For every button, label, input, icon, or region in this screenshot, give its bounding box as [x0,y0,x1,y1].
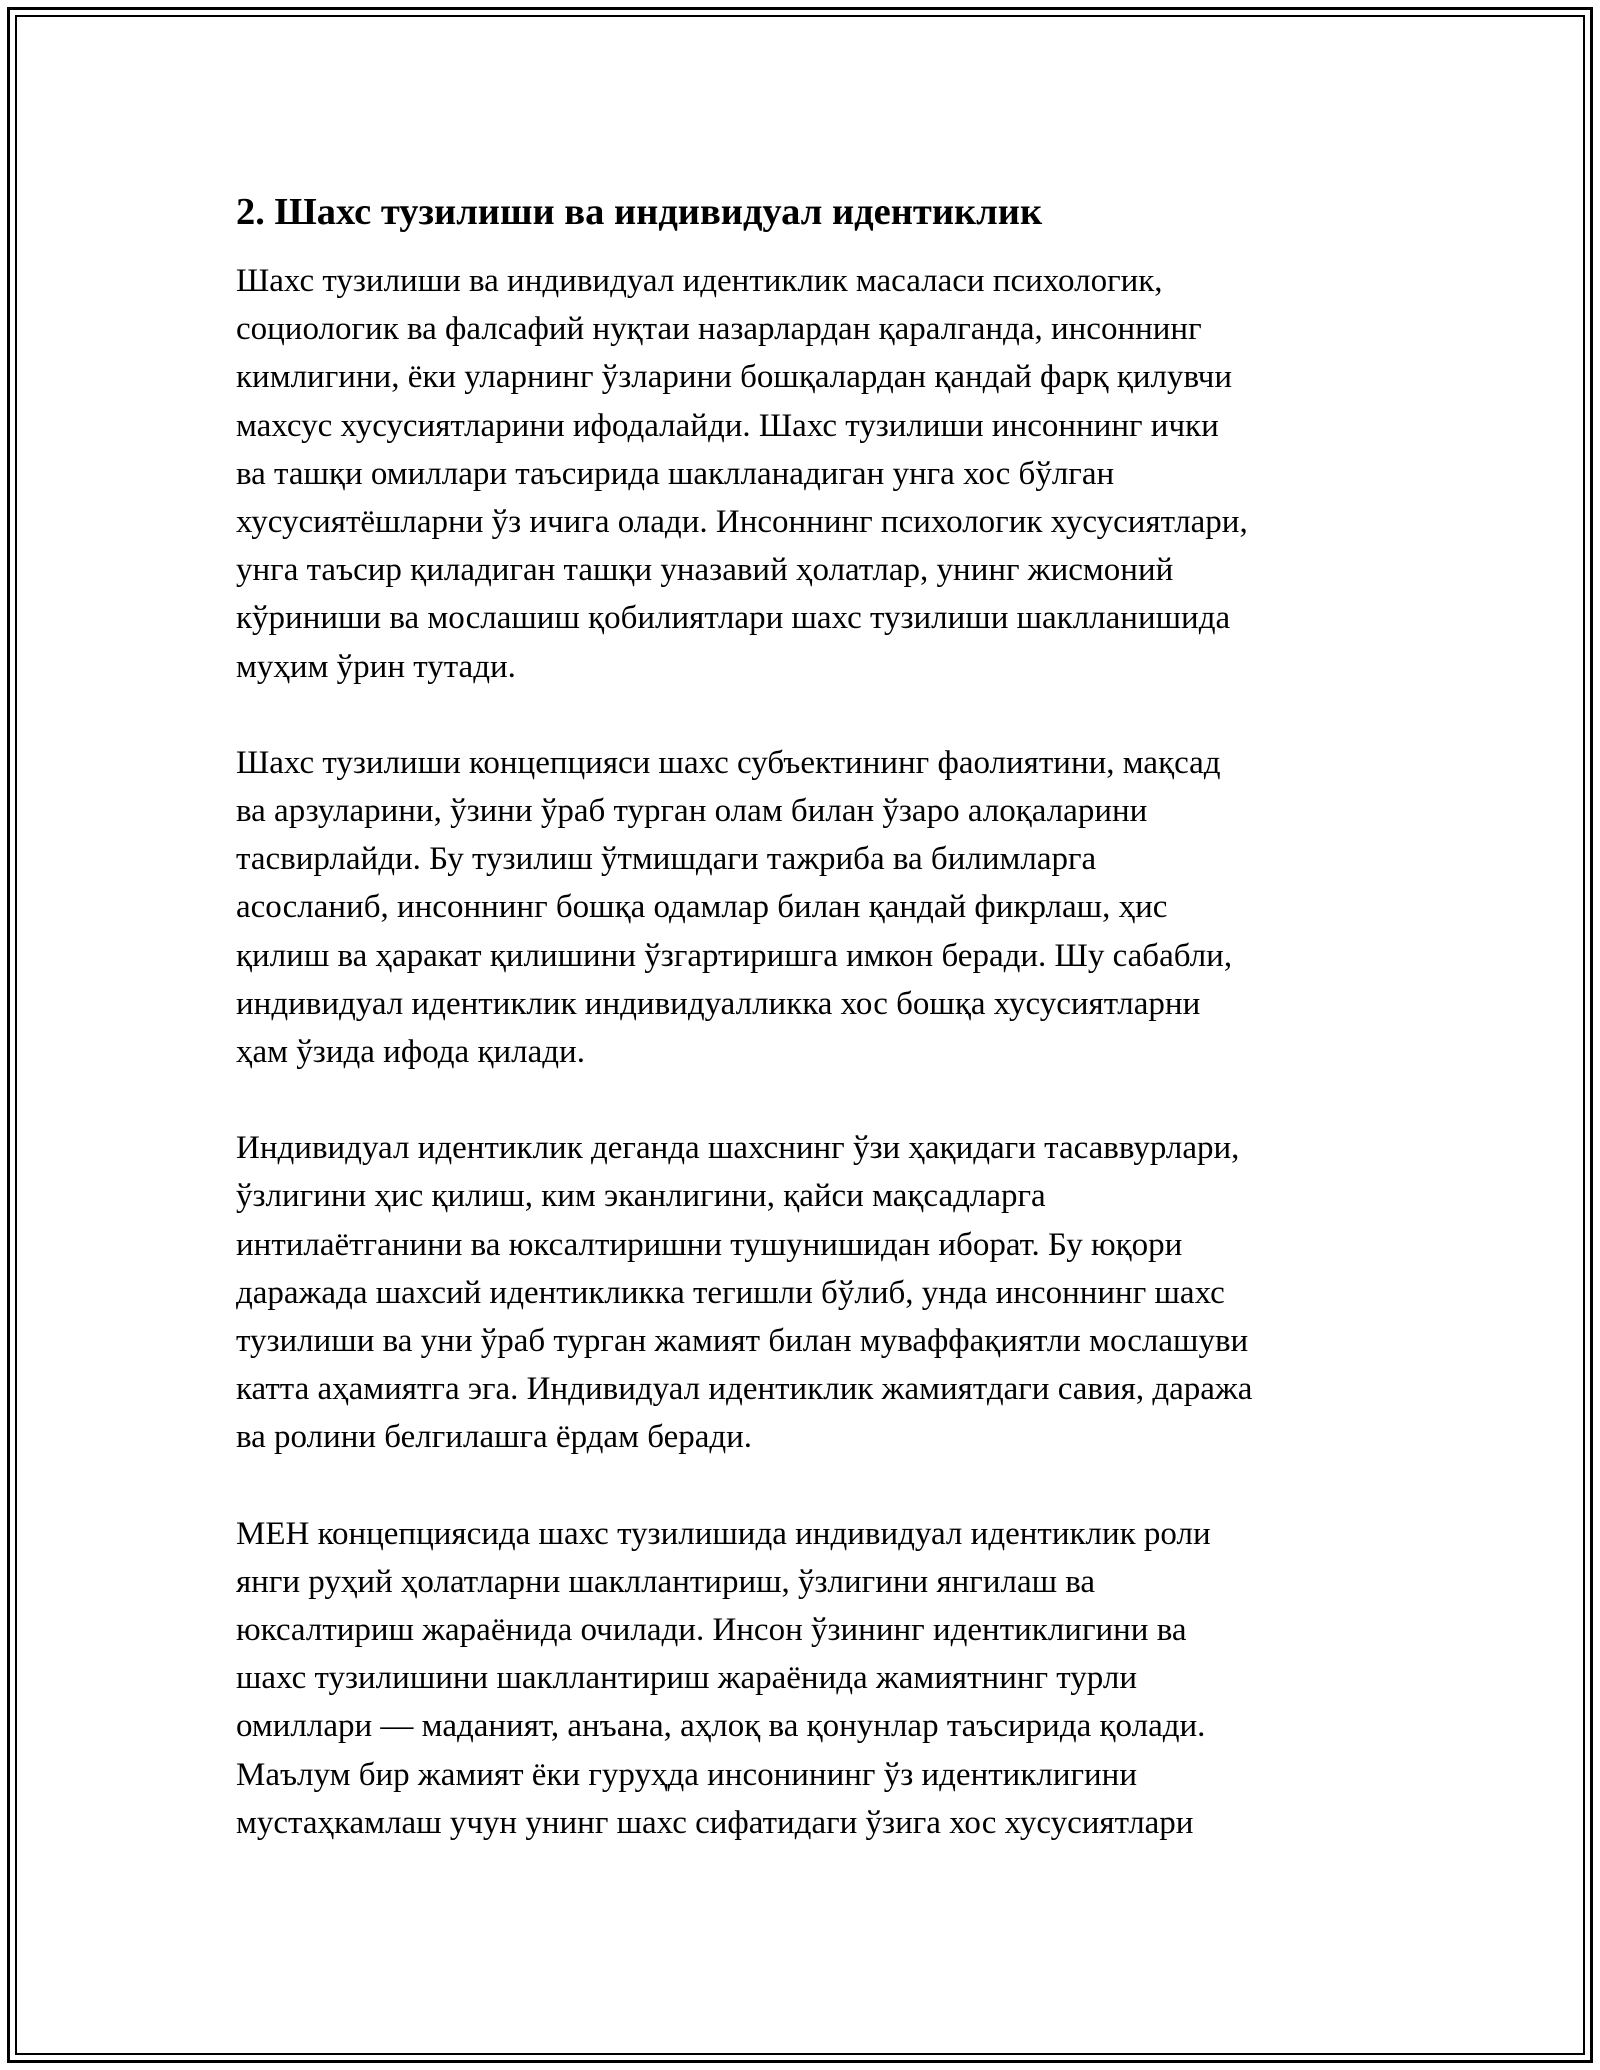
text-line: ва ташқи омиллари таъсирида шаклланадиган унга хос бўлган [236,455,1115,492]
text-line: юксалтириш жараёнида очилади. Инсон ўзининг идентиклигини ва [236,1612,1187,1649]
text-line: тузилиши ва уни ўраб турган жамият билан муваффақиятли мослашуви [236,1323,1249,1360]
text-line: социологик ва фалсафий нуқтаи назарлардан қаралганда, инсоннинг [236,311,1202,348]
text-line: мустаҳкамлаш учун унинг шахс сифатидаги ўзига хос хусусиятлари [236,1804,1194,1841]
text-line: янги руҳий ҳолатларни шакллантириш, ўзлигини янгилаш ва [236,1563,1096,1600]
text-line: интилаётганини ва юксалтиришни тушунишидан иборат. Бу юқори [236,1226,1183,1263]
text-line: унга таъсир қиладиган ташқи уназавий ҳолатлар, унинг жисмоний [236,552,1174,589]
paragraph-1 [236,257,1381,691]
text-line: МЕН концепциясида шахс тузилишида индивидуал идентиклик роли [236,1515,1211,1552]
text-line: даражада шахсий идентикликка тегишли бўлиб, унда инсоннинг шахс [236,1274,1225,1311]
document-body [236,188,1381,1895]
paragraph-3 [236,1124,1381,1461]
text-line: тасвирлайди. Бу тузилиш ўтмишдаги тажриба ва билимларга [236,841,1097,878]
text-line: шахс тузилишини шакллантириш жараёнида жамиятнинг турли [236,1660,1137,1697]
text-line: муҳим ўрин тутади. [236,648,516,685]
text-line: махсус хусусиятларини ифодалайди. Шахс тузилиши инсоннинг ички [236,407,1219,444]
text-line: индивидуал идентиклик индивидуалликка хос бошқа хусусиятларни [236,985,1201,1022]
text-line: ўзлигини ҳис қилиш, ким эканлигини, қайси мақсадларга [236,1178,1046,1215]
text-line: кўриниши ва мослашиш қобилиятлари шахс тузилиши шаклланишида [236,600,1231,637]
text-line: хусусиятёшларни ўз ичига олади. Инсоннинг психологик хусусиятлари, [236,504,1248,541]
text-line: ҳам ўзида ифода қилади. [236,1034,585,1071]
text-line: ва арзуларини, ўзини ўраб турган олам билан ўзаро алоқаларини [236,793,1148,830]
text-line: Шахс тузилиши ва индивидуал идентиклик масаласи психологик, [236,263,1163,299]
text-line: Шахс тузилиши концепцияси шахс субъектининг фаолиятини, мақсад [236,744,1221,781]
text-line: ва ролини белгилашга ёрдам беради. [236,1419,753,1456]
text-line: қилиш ва ҳаракат қилишини ўзгартиришга имкон беради. Шу сабабли, [236,937,1233,974]
paragraph-4 [236,1510,1381,1847]
text-line: катта аҳамиятга эга. Индивидуал идентиклик жамиятдаги савия, даража [236,1371,1253,1408]
text-line: кимлигини, ёки уларнинг ўзларини бошқалардан қандай фарқ қилувчи [236,359,1233,396]
text-line: омиллари — маданият, анъана, аҳлоқ ва қонунлар таъсирида қолади. [236,1708,1206,1745]
text-line: Индивидуал идентиклик деганда шахснинг ўзи ҳақидаги тасаввурлари, [236,1130,1240,1167]
text-line: асосланиб, инсоннинг бошқа одамлар билан қандай фикрлаш, ҳис [236,889,1168,926]
paragraph-2 [236,739,1381,1076]
section-heading: 2. Шахс тузилиши ва индивидуал идентиклик [236,191,1043,233]
text-line: Маълум бир жамият ёки гуруҳда инсонининг ўз идентиклигини [236,1756,1137,1793]
